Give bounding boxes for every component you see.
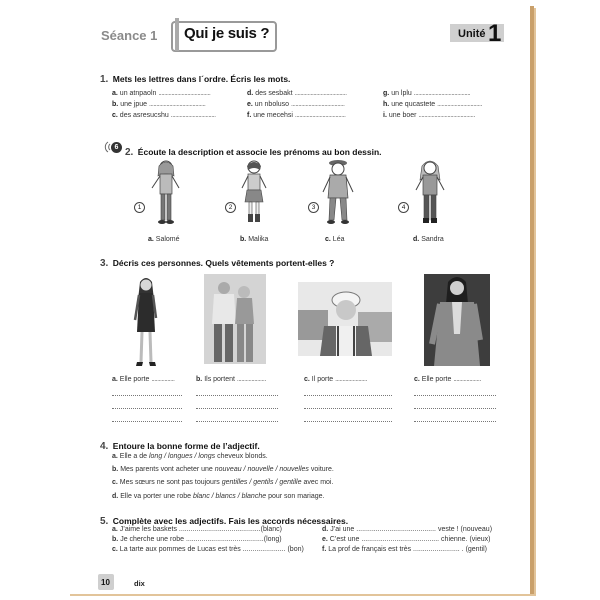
exercise-3-title: Décris ces personnes. Quels vêtements portent-elles ? <box>112 258 335 268</box>
ex5-item: e. C’est une ........................................ chienne. (vieux) <box>322 536 491 543</box>
caption-a: a. Salomé <box>148 236 180 243</box>
page-title: Qui je suis ? <box>184 25 270 42</box>
ex3-cell-d: c. Elle porte ................... <box>414 376 481 383</box>
ex3-cell-a: a. Elle porte ................ <box>112 376 175 383</box>
exercise-5-number: 5. <box>100 516 109 527</box>
ex1-item: d. des sesbakt .................................... <box>247 90 347 97</box>
exercise-3-number: 3. <box>100 258 109 269</box>
exercise-1-grid <box>112 90 517 119</box>
page-number-word: dix <box>134 579 145 588</box>
unite-number: 1 <box>488 20 502 47</box>
ex1-item: f. une mecehsi ................................... <box>247 112 346 119</box>
ex1-item: c. des asresucshu ............................... <box>112 112 216 119</box>
answer-line <box>414 408 496 409</box>
exercise-2-title: Écoute la description et associe les prénoms au bon dessin. <box>137 147 382 157</box>
answer-line <box>196 421 278 422</box>
ex1-item: b. une jpue ....................................... <box>112 101 206 108</box>
girl-drawing-1 <box>148 158 184 228</box>
photo-couple <box>204 274 266 364</box>
girl-drawing-2 <box>238 158 270 228</box>
ex5-item: b. Je cherche une robe ........................................(long) <box>112 536 282 543</box>
exercise-1-title: Mets les lettres dans l´ordre. Écris les mots. <box>112 74 291 84</box>
exercise-1-heading <box>100 69 290 87</box>
exercise-1-number: 1. <box>100 74 109 85</box>
answer-line <box>196 395 278 396</box>
ex1-item: i. une boer ....................................... <box>383 112 475 119</box>
exercise-2-number: 2. <box>125 147 134 158</box>
ex4-item: a. Elle a de long / longues / longs cheveux blonds. <box>112 453 268 460</box>
answer-line <box>414 395 496 396</box>
ex5-item: c. La tarte aux pommes de Lucas est très ...................... (bon) <box>112 546 304 553</box>
workbook-page <box>68 6 534 594</box>
title-bracket <box>175 18 179 51</box>
ex4-item: b. Mes parents vont acheter une nouveau / nouvelle / nouvelles voiture. <box>112 466 334 474</box>
answer-line <box>112 421 182 422</box>
girl-drawing-3 <box>320 158 356 228</box>
drawing-number-2: 2 <box>225 202 236 213</box>
ex5-item: a. J’aime les baskets ..........................................(blanc) <box>112 526 283 533</box>
ex1-item: a. un atnpaoln .................................... <box>112 90 211 97</box>
ex1-item: h. une qucastete ............................... <box>383 101 482 108</box>
photo-woman-coat <box>424 274 490 366</box>
caption-c: c. Léa <box>325 236 345 243</box>
seance-label: Séance 1 <box>101 28 158 43</box>
answer-line <box>196 408 278 409</box>
ex1-item: e. un nboluso ..................................... <box>247 101 345 108</box>
unite-label: Unité <box>458 28 486 40</box>
page-number: 10 <box>101 578 110 587</box>
drawing-number-3: 3 <box>308 202 319 213</box>
answer-line <box>112 395 182 396</box>
caption-d: d. Sandra <box>413 236 444 243</box>
photo-worker <box>298 282 392 356</box>
answer-line <box>304 395 392 396</box>
ex1-item: g. un lplu ....................................... <box>383 90 471 97</box>
answer-line <box>304 408 392 409</box>
ex5-item: d. J’ai une ......................................... veste ! (nouveau) <box>322 526 493 533</box>
cd-track-badge: 6 <box>111 142 122 153</box>
ex5-item: f. La prof de français est très ........................ . (gentil) <box>322 546 487 553</box>
exercise-5-title: Complète avec les adjectifs. Fais les accords nécessaires. <box>112 516 349 526</box>
exercise-4-title: Entoure la bonne forme de l’adjectif. <box>112 441 260 451</box>
ex4-item: d. Elle va porter une robe blanc / blancs / blanche pour son mariage. <box>112 492 325 500</box>
ex3-cell-c: c. Il porte ...................... <box>304 376 367 383</box>
ex4-item: c. Mes sœurs ne sont pas toujours gentilles / gentils / gentille avec moi. <box>112 479 334 487</box>
drawing-number-1: 1 <box>134 202 145 213</box>
answer-line <box>414 421 496 422</box>
answer-line <box>112 408 182 409</box>
girl-drawing-4 <box>412 158 448 228</box>
exercise-4-list <box>112 450 334 503</box>
exercise-5-grid <box>112 526 522 553</box>
drawing-number-4: 4 <box>398 202 409 213</box>
answer-line <box>304 421 392 422</box>
ex3-cell-b: b. Ils portent .................... <box>196 376 266 383</box>
photo-woman-dress <box>128 276 164 370</box>
exercise-4-number: 4. <box>100 441 109 452</box>
exercise-3-heading <box>100 253 334 271</box>
caption-b: b. Malika <box>240 236 269 243</box>
